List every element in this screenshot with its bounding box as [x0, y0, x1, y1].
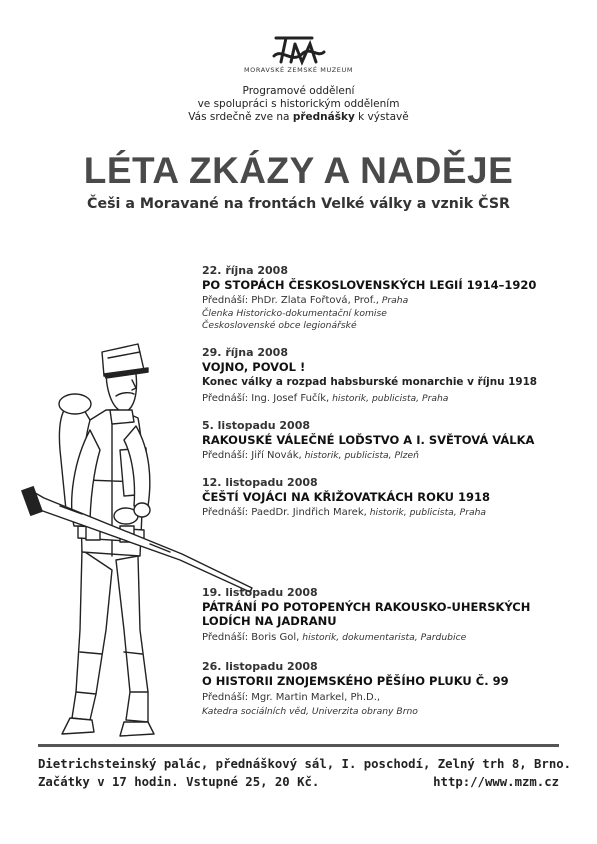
- exhibition-subtitle: Češi a Moravané na frontách Velké války a vznik ČSR: [87, 196, 510, 212]
- lecture-1-title: PO STOPÁCH ČESKOSLOVENSKÝCH LEGIÍ 1914–1920: [202, 278, 537, 292]
- speaker-name: Boris Gol,: [251, 632, 300, 643]
- lecture-4-title: ČEŠTÍ VOJÁCI NA KŘIŽOVATKÁCH ROKU 1918: [202, 490, 490, 504]
- speaker-prefix: Přednáší:: [202, 507, 252, 518]
- lecture-2-date: 29. října 2008: [202, 346, 288, 359]
- lecture-2-title: VOJNO, POVOL !: [202, 360, 306, 374]
- footer-divider: [38, 744, 559, 747]
- speaker-name: Jiří Novák,: [251, 450, 302, 461]
- lecture-3-speaker: [202, 450, 419, 461]
- lecture-6-note-1: Katedra sociálních věd, Univerzita obrany Brno: [202, 706, 418, 717]
- lecture-4-date: 12. listopadu 2008: [202, 476, 318, 489]
- speaker-info: historik, publicista, Praha: [366, 507, 487, 518]
- lecture-6-title: O HISTORII ZNOJEMSKÉHO PĚŠÍHO PLUKU Č. 99: [202, 674, 509, 688]
- lecture-5-speaker: [202, 632, 466, 643]
- lecture-5-title: PÁTRÁNÍ PO POTOPENÝCH RAKOUSKO-UHERSKÝCH: [202, 600, 531, 614]
- intro-line-3: [0, 111, 597, 123]
- museum-name: MORAVSKÉ ZEMSKÉ MUZEUM: [243, 66, 354, 74]
- footer-url-link[interactable]: http://www.mzm.cz: [433, 775, 559, 789]
- speaker-name: PhDr. Zlata Fořtová, Prof.,: [251, 295, 379, 306]
- lecture-1-date: 22. října 2008: [202, 264, 288, 277]
- intro-text-after: k výstavě: [354, 111, 409, 123]
- speaker-prefix: Přednáší:: [202, 393, 252, 404]
- speaker-prefix: Přednáší:: [202, 450, 252, 461]
- mzm-logo-icon: [272, 34, 326, 66]
- lecture-2-subtitle: Konec války a rozpad habsburské monarchie v říjnu 1918: [202, 376, 538, 388]
- speaker-info: Praha: [378, 295, 409, 306]
- lecture-1-note-2: Československé obce legionářské: [202, 320, 357, 331]
- lecture-2-speaker: [202, 393, 448, 404]
- footer-time: Začátky v 17 hodin. Vstupné 25, 20 Kč.: [38, 775, 320, 789]
- speaker-info: historik, publicista, Praha: [329, 393, 449, 404]
- speaker-name: Ing. Josef Fučík,: [251, 393, 330, 404]
- exhibition-title: LÉTA ZKÁZY A NADĚJE: [83, 150, 514, 191]
- lecture-1-speaker: [202, 295, 408, 306]
- lecture-3-date: 5. listopadu 2008: [202, 419, 311, 432]
- speaker-prefix: Přednáší:: [202, 692, 252, 703]
- speaker-name: Mgr. Martin Markel, Ph.D.,: [251, 692, 381, 703]
- footer-venue: Dietrichsteinský palác, přednáškový sál, I. poschodí, Zelný trh 8, Brno.: [38, 757, 572, 771]
- speaker-name: PaedDr. Jindřich Marek,: [251, 507, 367, 518]
- lecture-6-speaker: [202, 692, 380, 703]
- speaker-prefix: Přednáší:: [202, 632, 252, 643]
- intro-line-2: ve spolupráci s historickým oddělením: [197, 98, 400, 110]
- lecture-6-date: 26. listopadu 2008: [202, 660, 318, 673]
- speaker-info: historik, publicista, Plzeň: [301, 450, 419, 461]
- lecture-5-title-2: LODÍCH NA JADRANU: [202, 614, 337, 628]
- lecture-1-note-1: Členka Historicko-dokumentační komise: [202, 308, 387, 319]
- lecture-5-date: 19. listopadu 2008: [202, 586, 318, 599]
- speaker-info: historik, dokumentarista, Pardubice: [299, 632, 467, 643]
- intro-text-bold: přednášky: [292, 111, 355, 123]
- lecture-4-speaker: [202, 507, 486, 518]
- intro-line-1: Programové oddělení: [242, 85, 355, 97]
- lecture-3-title: RAKOUSKÉ VÁLEČNÉ LOĎSTVO A I. SVĚTOVÁ VÁLKA: [202, 433, 535, 447]
- intro-text-before: Vás srdečně zve na: [188, 111, 293, 123]
- speaker-prefix: Přednáší:: [202, 295, 252, 306]
